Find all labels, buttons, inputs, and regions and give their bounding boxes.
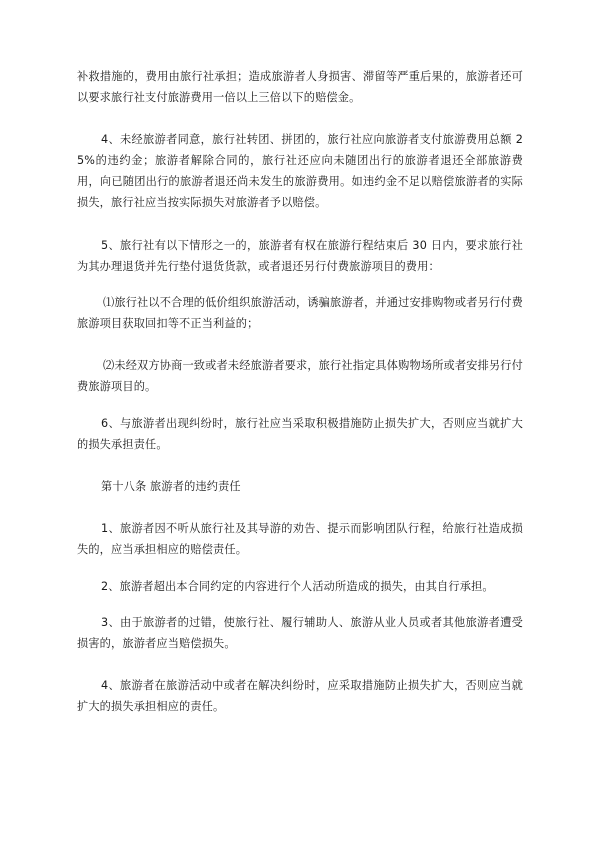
paragraph-subitem-1: ⑴旅行社以不合理的低价组织旅游活动，诱骗旅游者，并通过安排购物或者另行付费旅游项目获取回扣等不正当利益的； (77, 296, 523, 330)
paragraph-traveler-item-4: 4、旅游者在旅游活动中或者在解决纠纷时，应采取措施防止损失扩大，否则应当就扩大的损失承担相应的责任。 (77, 679, 523, 713)
paragraph-subitem-2: ⑵未经双方协商一致或者未经旅游者要求，旅行社指定具体购物场所或者安排另行付费旅游项目的。 (77, 359, 523, 393)
paragraph-continuation: 补救措施的，费用由旅行社承担；造成旅游者人身损害、滞留等严重后果的，旅游者还可以要求旅行社支付旅游费用一倍以上三倍以下的赔偿金。 (77, 70, 523, 104)
section-heading-article-18: 第十八条 旅游者的违约责任 (101, 480, 241, 493)
paragraph-item-6: 6、与旅游者出现纠纷时，旅行社应当采取积极措施防止损失扩大，否则应当就扩大的损失承担责任。 (77, 417, 523, 451)
paragraph-traveler-item-1: 1、旅游者因不听从旅行社及其导游的劝告、提示而影响团队行程，给旅行社造成损失的，应当承担相应的赔偿责任。 (77, 522, 523, 556)
paragraph-item-5: 5、旅行社有以下情形之一的，旅游者有权在旅游行程结束后 30 日内，要求旅行社为其办理退货并先行垫付退货货款，或者退还另行付费旅游项目的费用： (77, 239, 523, 273)
paragraph-traveler-item-2: 2、旅游者超出本合同约定的内容进行个人活动所造成的损失，由其自行承担。 (101, 580, 494, 593)
paragraph-item-4: 4、未经旅游者同意，旅行社转团、拼团的，旅行社应向旅游者支付旅游费用总额 25%的违约金；旅游者解除合同的，旅行社还应向未随团出行的旅游者退还全部旅游费用，向已随团出行的旅游者退还尚未发生的旅游费用。如违约金不足以赔偿旅游者的实际损失，旅行社应当按实际损失对旅游者予以赔偿。 (77, 133, 523, 209)
paragraph-traveler-item-3: 3、由于旅游者的过错，使旅行社、履行辅助人、旅游从业人员或者其他旅游者遭受损害的，旅游者应当赔偿损失。 (77, 616, 523, 650)
